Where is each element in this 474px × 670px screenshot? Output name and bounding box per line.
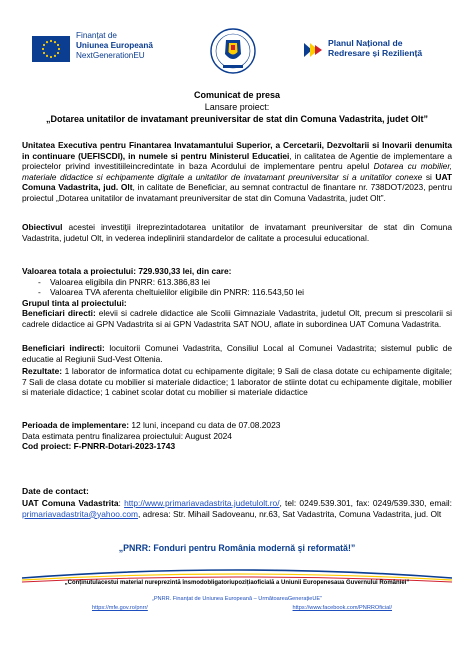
- total-value: [22, 266, 452, 277]
- eu-line1: Finanțat de: [76, 31, 117, 40]
- total-value-text: Valoarea totala a proiectului: 729.930,33 lei, din care:: [22, 266, 232, 276]
- footer-funding: „PNRR. Finanțat de Uniunea Europeană – UrmătoareaGenerațieUE”: [151, 596, 323, 602]
- project-code: [22, 441, 452, 452]
- p1-text-c: , in calitate de Beneficiar, au semnat contractul de finantare nr. 738DOT/2023, pentru proiectul „Dotarea unitatilor de invatamant preuniversitar de stat din Comuna Vadastrita, judet Olt”.: [22, 182, 452, 203]
- footer-link-mfe[interactable]: https://mfe.gov.ro/pnrr/: [92, 605, 148, 611]
- contact-heading: Date de contact:: [22, 486, 89, 496]
- contact-sep: :: [118, 498, 125, 508]
- p1-text-b: si: [422, 171, 436, 182]
- pnrr-text: [328, 38, 422, 58]
- target-group-text: Grupul tinta al proiectului:: [22, 297, 127, 308]
- email-link[interactable]: primariavadastrita@yahoo.com: [22, 508, 139, 519]
- period-row: [22, 420, 452, 431]
- project-title: „Dotarea unitatilor de invatamant preuniversitar de stat din Comuna Vadastrita, judet Olt”: [45, 114, 429, 124]
- period-value: 12 luni, incepand cu data de 07.08.2023: [129, 420, 281, 430]
- objective-text: acestei investiții ilreprezintadotarea unitatilor de invatamant preuniversitar de stat din Comuna Vadastrita, judetul Olt, in vederea indeplinirii standardelor de calitate a procesului educational.: [22, 222, 452, 243]
- p1-beneficiary: UAT Comuna Vadastrita, jud. Olt: [22, 171, 452, 192]
- pnrr-logo: [302, 38, 452, 72]
- target-group-heading: [22, 298, 452, 309]
- footer-link-facebook[interactable]: https://www.facebook.com/PNRROficial/: [292, 605, 392, 611]
- header-logos: [22, 20, 452, 80]
- values-list: [22, 266, 452, 308]
- eligible-value: - Valoarea eligibila din PNRR: 613.386,83 lei: [22, 277, 452, 288]
- direct-text: elevii si cadrele didactice ale Scolii Gimnaziale Vadastrita, judetul Olt, precum si prescolarii si cadrele didactice ai GPN Vadastrita si ai GPN Vadastrita SAT NOU, aflate in subordinea UAT Comuna Vadastrita.: [22, 308, 452, 329]
- p1-italic-call: Dotarea cu mobilier, materiale didactice si echipamente digitale a unitatilor de invatamant preuniversitar si a unitatilor conexe: [22, 161, 452, 182]
- document-subtitle: Lansare proiect:: [204, 102, 270, 112]
- paragraph-implementation: [22, 140, 452, 203]
- contact-address: , adresa: Str. Mihail Sadoveanu, nr.63, Sat Vadastrita, Comuna Vadastrita, jud. Olt: [138, 508, 442, 519]
- project-code-text: Cod proiect: F-PNRR-Dotari-2023-1743: [22, 441, 176, 452]
- contact-details: [22, 498, 452, 519]
- project-meta: [22, 420, 452, 452]
- footer-disclaimer: „Conținutulacestui material nureprezintă însmodobligatoriupozițiaoficială a Uniunii Europenesaua Guvernului României”: [64, 580, 410, 586]
- direct-label: Beneficiari directi:: [22, 308, 96, 318]
- pnrr-line2: Redresare și Reziliență: [328, 48, 423, 58]
- indirect-label: Beneficiari indirecti:: [22, 343, 105, 353]
- pnrr-line1: Planul Național de: [328, 38, 403, 48]
- guvernul-romaniei-logo-icon: [210, 24, 256, 78]
- contact-tel: , tel: 0249.539.301, fax: 0249/539.330, email:: [279, 498, 452, 508]
- eu-line2: Uniunea Europeană: [76, 41, 153, 50]
- results-label: Rezultate:: [22, 366, 63, 376]
- indirect-text: locuitorii Comunei Vadastrita, Consiliul Local al Comunei Vadastrita; sistemul public de educatie al Regiunii Sud-Vest Oltenia.: [22, 343, 453, 364]
- objective-label: Obiectivul: [22, 222, 63, 232]
- period-label: Perioada de implementare:: [22, 420, 130, 430]
- p1-text-a: , in calitatea de Agentie de implementare a proiectelor privind investitiileincredintate in baza Acordului de implementare pentru apelul: [22, 150, 453, 171]
- contact-org: UAT Comuna Vadastrita: [22, 498, 119, 508]
- paragraph-objective: [22, 222, 452, 243]
- paragraph-indirect-beneficiaries: [22, 343, 452, 364]
- results-text: 1 laborator de informatica dotat cu echipamente digitale; 9 Sali de clasa dotate cu echipamente digitale; 7 Sali de clasa dotate cu mobilier si materiale didactice; 1 laborator de stiinte dotat cu echipamente digitale, mobilier si materiale didactice; 1 cabinet scolar dotat cu mobilier si materiale didactice: [22, 366, 452, 397]
- p1-bold-start: Unitatea Executiva pentru Finantarea Invatamantului Superior, a Cercetarii, Dezvoltarii si Inovarii denumita in continuare (UEFISCDI), in numele si pentru Ministerul Educatiei: [22, 140, 452, 161]
- pnrr-slogan: „PNRR: Fonduri pentru România modernă și reformată!”: [118, 543, 356, 553]
- pnrr-arrow-icon: [302, 40, 324, 60]
- document-kind: Comunicat de presa: [193, 90, 281, 100]
- finish-row: Data estimata pentru finalizarea proiectului: August 2024: [22, 430, 232, 441]
- eu-flag-icon: [32, 36, 70, 62]
- paragraph-direct-beneficiaries: [22, 308, 452, 329]
- eu-funding-logo: [32, 30, 182, 70]
- website-link[interactable]: http://www.primariavadastrita.judetulolt.ro/: [124, 498, 280, 508]
- eu-funding-text: [76, 31, 153, 61]
- tva-value: - Valoarea TVA aferenta cheltuielilor eligibile din PNRR: 116.543,50 lei: [22, 287, 452, 298]
- eu-line3: NextGenerationEU: [76, 51, 145, 60]
- paragraph-results: [22, 366, 452, 398]
